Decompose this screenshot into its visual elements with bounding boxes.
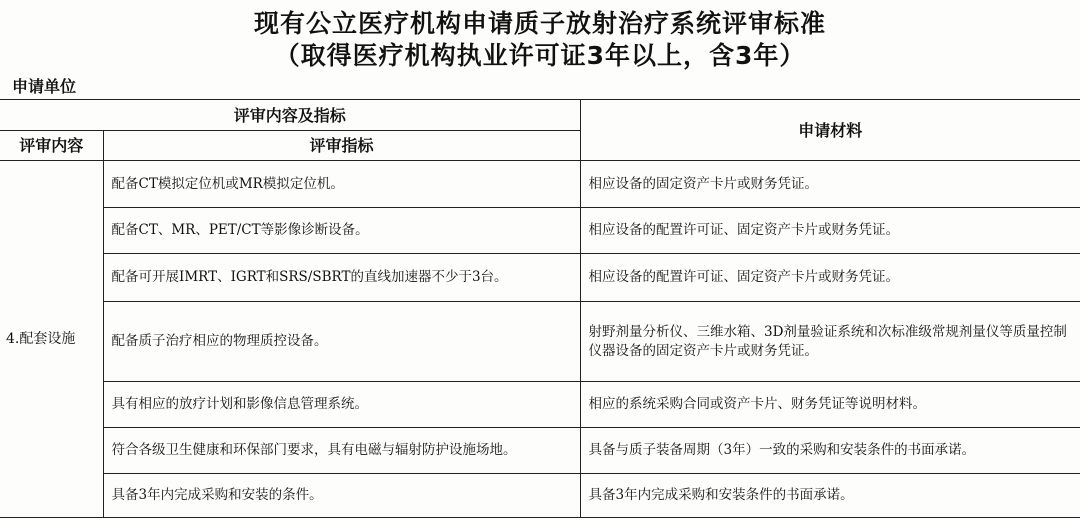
table-row (0, 428, 1080, 474)
materials-cell: 相应的系统采购合同或资产卡片、财务凭证等说明材料。 (580, 382, 1080, 428)
indicator-cell: 配备可开展IMRT、IGRT和SRS/SBRT的直线加速器不少于3台。 (103, 254, 580, 302)
header-row-1 (0, 100, 1080, 131)
materials-cell: 相应设备的配置许可证、固定资产卡片或财务凭证。 (580, 254, 1080, 302)
indicator-cell: 具有相应的放疗计划和影像信息管理系统。 (103, 382, 580, 428)
indicator-cell: 具备3年内完成采购和安装的条件。 (103, 474, 580, 518)
table-row (0, 302, 1080, 382)
category-cell: 4.配套设施 (0, 161, 103, 518)
table-row (0, 254, 1080, 302)
materials-cell: 具备与质子装备周期（3年）一致的采购和安装条件的书面承诺。 (580, 428, 1080, 474)
header-content: 评审内容 (0, 131, 103, 161)
applicant-label: 申请单位 (12, 77, 77, 96)
table-row (0, 382, 1080, 428)
materials-cell: 相应设备的配置许可证、固定资产卡片或财务凭证。 (580, 208, 1080, 254)
indicator-cell: 配备CT模拟定位机或MR模拟定位机。 (103, 161, 580, 208)
table-row (0, 161, 1080, 208)
document-title: 现有公立医疗机构申请质子放射治疗系统评审标准 (253, 9, 826, 38)
table-row (0, 208, 1080, 254)
indicator-cell: 符合各级卫生健康和环保部门要求，具有电磁与辐射防护设施场地。 (103, 428, 580, 474)
indicator-cell: 配备CT、MR、PET/CT等影像诊断设备。 (103, 208, 580, 254)
materials-cell: 相应设备的固定资产卡片或财务凭证。 (580, 161, 1080, 208)
table-row (0, 474, 1080, 518)
header-materials: 申请材料 (580, 100, 1080, 161)
header-group: 评审内容及指标 (0, 100, 580, 131)
document-subtitle: （取得医疗机构执业许可证3年以上，含3年） (274, 41, 806, 70)
header-indicator: 评审指标 (103, 131, 580, 161)
indicator-cell: 配备质子治疗相应的物理质控设备。 (103, 302, 580, 382)
materials-cell: 射野剂量分析仪、三维水箱、3D剂量验证系统和次标准级常规剂量仪等质量控制仪器设备的固定资产卡片或财务凭证。 (580, 302, 1080, 382)
materials-cell: 具备3年内完成采购和安装条件的书面承诺。 (580, 474, 1080, 518)
criteria-table (0, 99, 1080, 518)
